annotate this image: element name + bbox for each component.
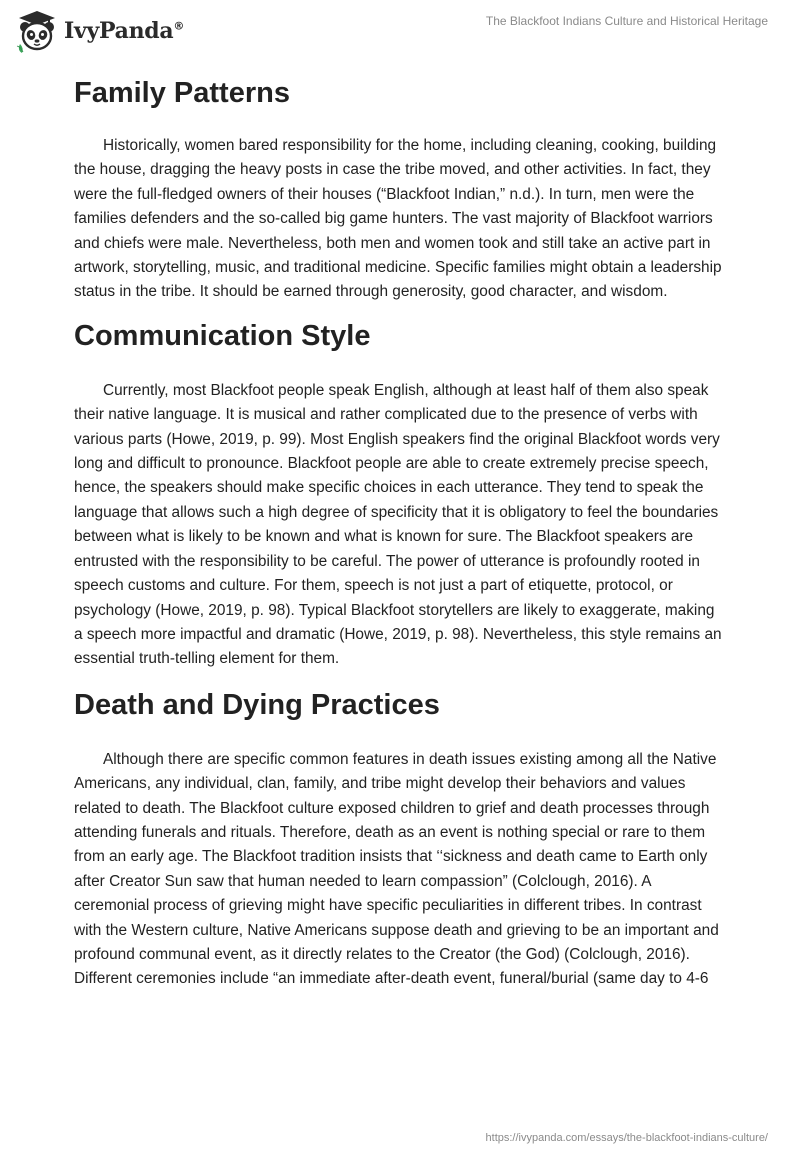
document-title: The Blackfoot Indians Culture and Historical Heritage <box>485 14 768 28</box>
heading-family-patterns: Family Patterns <box>74 77 290 109</box>
essay-content <box>74 72 726 992</box>
paragraph-family-patterns: Historically, women bared responsibility for the home, including cleaning, cooking, building the house, dragging the heavy posts in case the tribe moved, and other activities. In fact, they were the full-fledged owners of their houses (“Blackfoot Indian,” n.d.). In turn, men were the families defenders and the so-called big game hunters. The vast majority of Blackfoot warriors and chiefs were male. Nevertheless, both men and women took and still take an active part in artwork, storytelling, music, and traditional medicine. Specific families might obtain a leadership status in the tribe. It should be earned through generosity, good character, and wisdom. <box>74 137 722 301</box>
ivypanda-logo[interactable] <box>14 8 184 54</box>
page-header <box>0 0 800 60</box>
heading-death-dying-practices: Death and Dying Practices <box>74 688 440 721</box>
panda-graduate-icon <box>14 8 60 54</box>
paragraph-communication-style: Currently, most Blackfoot people speak English, although at least half of them also speak their native language. It is musical and rather complicated due to the presence of verbs with various parts (Howe, 2019, p. 99). Most English speakers find the original Blackfoot words very long and difficult to pronounce. Blackfoot people are able to create extremely precise speech, hence, the speakers should make specific choices in each utterance. They tend to speak the language that allows such a high degree of specificity that it is obligatory to feel the boundaries between what is likely to be known and what is known for sure. The Blackfoot speakers are entrusted with the responsibility to be careful. The power of utterance is profoundly rooted in speech customs and culture. For them, speech is not just a part of etiquette, protocol, or psychology (Howe, 2019, p. 98). Typical Blackfoot storytellers are likely to exaggerate, making a speech more impactful and dramatic (Howe, 2019, p. 98). Nevertheless, this style remains an essential truth-telling element for them. <box>74 381 722 668</box>
heading-communication-style: Communication Style <box>74 319 371 352</box>
source-url-link[interactable]: https://ivypanda.com/essays/the-blackfoot-indians-culture/ <box>485 1132 768 1144</box>
registered-mark: ® <box>173 19 185 33</box>
paragraph-death-dying-practices: Although there are specific common features in death issues existing among all the Native Americans, any individual, clan, family, and tribe might develop their behaviors and values related to death. The Blackfoot culture exposed children to grief and death processes through attending funerals and rituals. Therefore, death as an event is nothing special or rare to them from an early age. The Blackfoot tradition insists that ‘‘sickness and death came to Earth only after Creator Sun saw that human needed to learn compassion” (Colclough, 2016). A ceremonial process of grieving might have specific peculiarities in different tribes. In contrast with the Western culture, Native Americans suppose death and grieving to be an important and profound communal event, as it directly relates to the Creator (the God) (Colclough, 2016). Different ceremonies include “an immediate after-death event, funeral/burial (same day to 4-6 <box>74 750 719 988</box>
logo-wordmark: IvyPanda® <box>64 18 185 44</box>
